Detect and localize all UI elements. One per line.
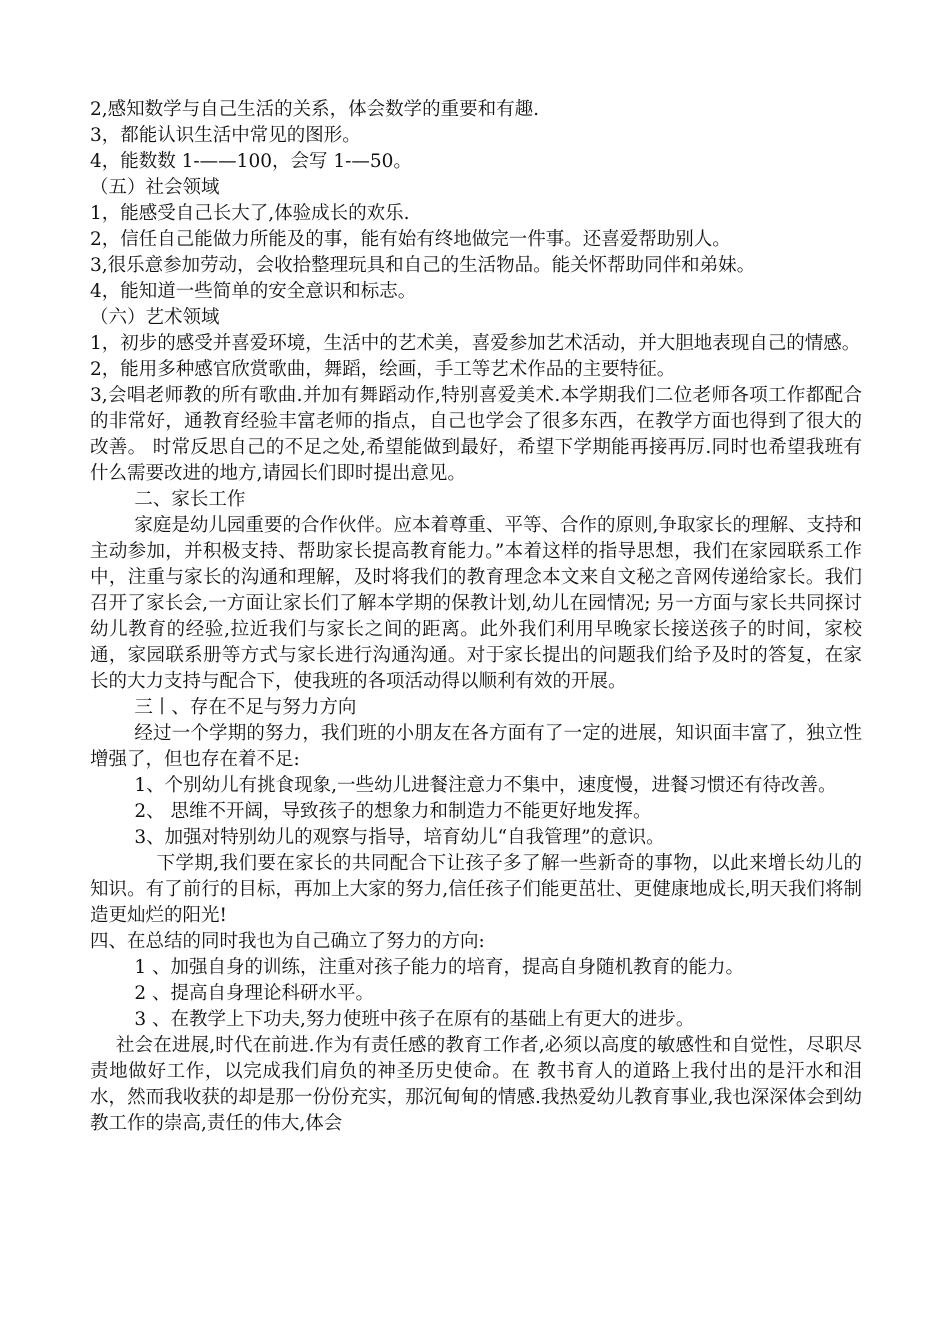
paragraph: 2，能用多种感官欣赏歌曲，舞蹈，绘画，手工等艺术作品的主要特征。 <box>90 359 676 380</box>
paragraph: 2 、提高自身理论科研水平。 <box>134 983 375 1004</box>
paragraph: 2，信任自己能做力所能及的事，能有始有终地做完一件事。还喜爱帮助别人。 <box>90 229 731 250</box>
paragraph: 下学期,我们要在家长的共同配合下让孩子多了解一些新奇的事物，以此来增长幼儿的知识。有了前行的目标，再加上大家的努力,信任孩子们能更茁壮、更健康地成长,明天我们将制造更灿烂的阳光! <box>90 853 862 926</box>
paragraph: 3 、在教学上下功夫,努力使班中孩子在原有的基础上有更大的进步。 <box>134 1009 695 1030</box>
paragraph: 1，初步的感受并喜爱环境，生活中的艺术美，喜爱参加艺术活动，并大胆地表现自己的情感。 <box>90 333 861 354</box>
paragraph: 3，都能认识生活中常见的图形。 <box>90 125 361 146</box>
paragraph: 家庭是幼儿园重要的合作伙伴。应本着尊重、平等、合作的原则,争取家长的理解、支持和主动参加，并积极支持、帮助家长提高教育能力。”本着这样的指导思想，我们在家园联系工作中，注重与家长的沟通和理解，及时将我们的教育理念本文来自文秘之音网传递给家长。我们召开了家长会,一方面让家长们了解本学期的保教计划,幼儿在园情况; 另一方面与家长共同探讨幼儿教育的经验,拉近我们与家长之间的距离。此外我们利用早晚家长接送孩子的时间，家校通，家园联系册等方式与家长进行沟通沟通。对于家长提出的问题我们给予及时的答复，在家长的大力支持与配合下，使我班的各项活动得以顺利有效的开展。 <box>90 515 862 692</box>
section-heading: 二、家长工作 <box>134 489 246 510</box>
section-heading: （五）社会领域 <box>90 177 220 198</box>
paragraph: 经过一个学期的努力，我们班的小朋友在各方面有了一定的进展，知识面丰富了，独立性增强了，但也存在着不足: <box>90 723 862 770</box>
paragraph: 3,很乐意参加劳动，会收拾整理玩具和自己的生活物品。能关怀帮助同伴和弟妹。 <box>90 255 756 276</box>
section-heading: 三丨、存在不足与努力方向 <box>134 697 357 718</box>
section-heading: 四、在总结的同时我也为自己确立了努力的方向: <box>90 931 485 952</box>
paragraph: 3、加强对特别幼儿的观察与指导，培育幼儿“自我管理”的意识。 <box>134 827 665 848</box>
paragraph: 社会在进展,时代在前进.作为有责任感的教育工作者,必须以高度的敏感性和自觉性，尽职尽责地做好工作，以完成我们肩负的神圣历史使命。在 教书育人的道路上我付出的是汗水和泪水，然而我收获的却是那一份份充实，那沉甸甸的情感.我热爱幼儿教育事业,我也深深体会到幼教工作的崇高,责任的伟大,体会 <box>90 1035 862 1134</box>
paragraph: 1、个别幼儿有挑食现象,一些幼儿进餐注意力不集中，速度慢，进餐习惯还有待改善。 <box>134 775 837 796</box>
paragraph: 3,会唱老师教的所有歌曲.并加有舞蹈动作,特别喜爱美术.本学期我们二位老师各项工作都配合的非常好，通教育经验丰富老师的指点，自己也学会了很多东西，在教学方面也得到了很大的改善。 时常反思自己的不足之处,希望能做到最好，希望下学期能再接再厉.同时也希望我班有什么需要改进的地方,请园长们即时提出意见。 <box>90 385 862 484</box>
paragraph: 1，能感受自己长大了,体验成长的欢乐. <box>90 203 410 224</box>
paragraph: 2、 思维不开阔，导致孩子的想象力和制造力不能更好地发挥。 <box>134 801 652 822</box>
section-heading: （六）艺术领域 <box>90 307 220 328</box>
paragraph: 4，能知道一些简单的安全意识和标志。 <box>90 281 417 302</box>
paragraph: 2,感知数学与自己生活的关系，体会数学的重要和有趣. <box>90 99 540 120</box>
paragraph: 4，能数数 1-——100，会写 1-—50。 <box>90 151 412 172</box>
paragraph: 1 、加强自身的训练，注重对孩子能力的培育，提高自身随机教育的能力。 <box>134 957 745 978</box>
